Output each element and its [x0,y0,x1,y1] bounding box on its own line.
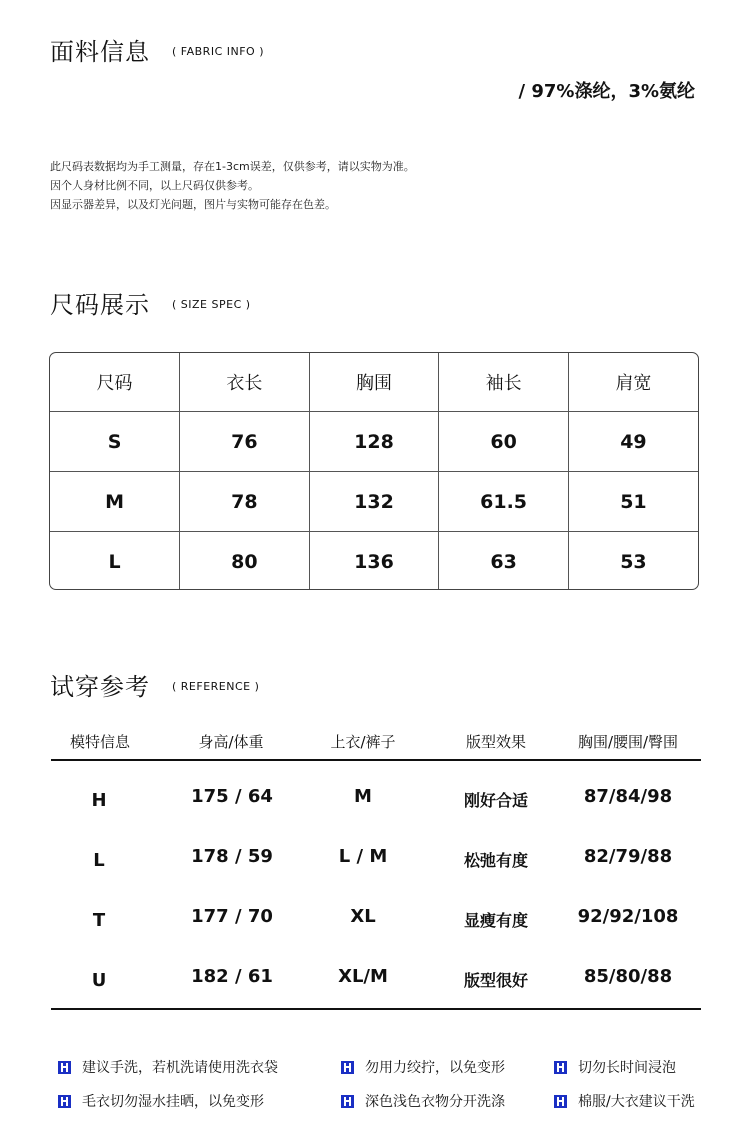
size-cell: 128 [309,412,439,472]
size-cell: 63 [439,532,569,591]
size-cell: S [50,412,180,472]
care-item [341,1057,505,1077]
size-cell: 61.5 [439,472,569,532]
ref-cell-size: XL [350,906,376,927]
ref-bottom-divider [51,1008,701,1010]
size-header-cell: 肩宽 [568,353,698,412]
size-cell: M [50,472,180,532]
ref-cell-model: L [93,850,105,871]
size-cell: L [50,532,180,591]
ref-top-divider [51,759,701,761]
size-cell: 51 [568,472,698,532]
ref-cell-height-weight: 177 / 70 [191,906,273,927]
fabric-title: 面料信息 [50,38,150,66]
size-cell: 78 [180,472,310,532]
ref-header-measurements: 胸围/腰围/臀围 [577,733,679,751]
care-item [554,1091,695,1111]
ref-cell-height-weight: 178 / 59 [191,846,273,867]
ref-cell-measurements: 85/80/88 [583,966,673,987]
ref-cell-size: L / M [338,846,388,867]
ref-cell-fit: 显瘦有度 [463,911,529,930]
size-cell: 53 [620,550,647,573]
size-notes [50,157,415,214]
h-square-icon [554,1095,567,1108]
ref-cell-measurements: 92/92/108 [577,906,679,927]
fabric-subtitle: ( FABRIC INFO ) [172,45,264,58]
care-text: 勿用力绞拧，以免变形 [365,1060,505,1076]
ref-cell-height-weight: 175 / 64 [191,786,273,807]
ref-header-top-pants: 上衣/裤子 [330,733,396,751]
size-cell: 60 [439,412,569,472]
ref-cell-fit: 松弛有度 [463,851,529,870]
h-square-icon [554,1061,567,1074]
care-item [58,1091,264,1111]
ref-cell-measurements: 82/79/88 [583,846,673,867]
size-cell: 49 [568,412,698,472]
size-header-cell: 衣长 [180,353,310,412]
h-square-icon [341,1095,354,1108]
ref-header-height-weight: 身高/体重 [198,733,264,751]
size-spec-title: 尺码展示 [50,291,150,319]
note-line: 因显示器差异，以及灯光问题，图片与实物可能存在色差。 [50,198,336,211]
care-text: 深色浅色衣物分开洗涤 [365,1094,505,1110]
size-cell: 136 [309,532,439,591]
size-table-row [50,412,698,472]
care-item [341,1091,505,1111]
h-square-icon [58,1095,71,1108]
ref-cell-measurements: 87/84/98 [583,786,673,807]
ref-cell-model: U [91,970,107,991]
care-text: 毛衣切勿湿水挂晒，以免变形 [82,1094,264,1110]
size-table [49,352,699,590]
fabric-composition: / 97%涤纶，3%氨纶 [518,81,695,102]
ref-cell-size: XL/M [338,966,388,987]
h-square-icon [341,1061,354,1074]
size-header-cell: 尺码 [50,353,180,412]
size-cell: 132 [309,472,439,532]
care-item [58,1057,278,1077]
size-cell: 76 [180,412,310,472]
reference-title: 试穿参考 [50,673,150,701]
care-item [554,1057,676,1077]
size-spec-subtitle: ( SIZE SPEC ) [172,298,251,311]
ref-cell-model: H [91,790,107,811]
ref-header-model: 模特信息 [69,733,131,751]
ref-cell-height-weight: 182 / 61 [191,966,273,987]
care-text: 切勿长时间浸泡 [578,1060,676,1076]
size-cell: 80 [180,532,310,591]
ref-header-fit: 版型效果 [465,733,527,751]
size-table-row [50,472,698,532]
note-line: 因个人身材比例不同，以上尺码仅供参考。 [50,179,259,192]
size-header-cell: 袖长 [439,353,569,412]
reference-subtitle: ( REFERENCE ) [172,680,260,693]
size-header-cell: 胸围 [309,353,439,412]
h-square-icon [58,1061,71,1074]
care-text: 棉服/大衣建议干洗 [578,1094,695,1110]
ref-cell-fit: 刚好合适 [463,791,529,810]
size-table-header [50,353,698,412]
size-table-row [50,532,698,591]
care-text: 建议手洗，若机洗请使用洗衣袋 [82,1060,278,1076]
ref-cell-size: M [354,786,372,807]
note-line: 此尺码表数据均为手工测量，存在1-3cm误差，仅供参考，请以实物为准。 [50,160,415,173]
ref-cell-model: T [92,910,106,931]
ref-cell-fit: 版型很好 [463,971,529,990]
